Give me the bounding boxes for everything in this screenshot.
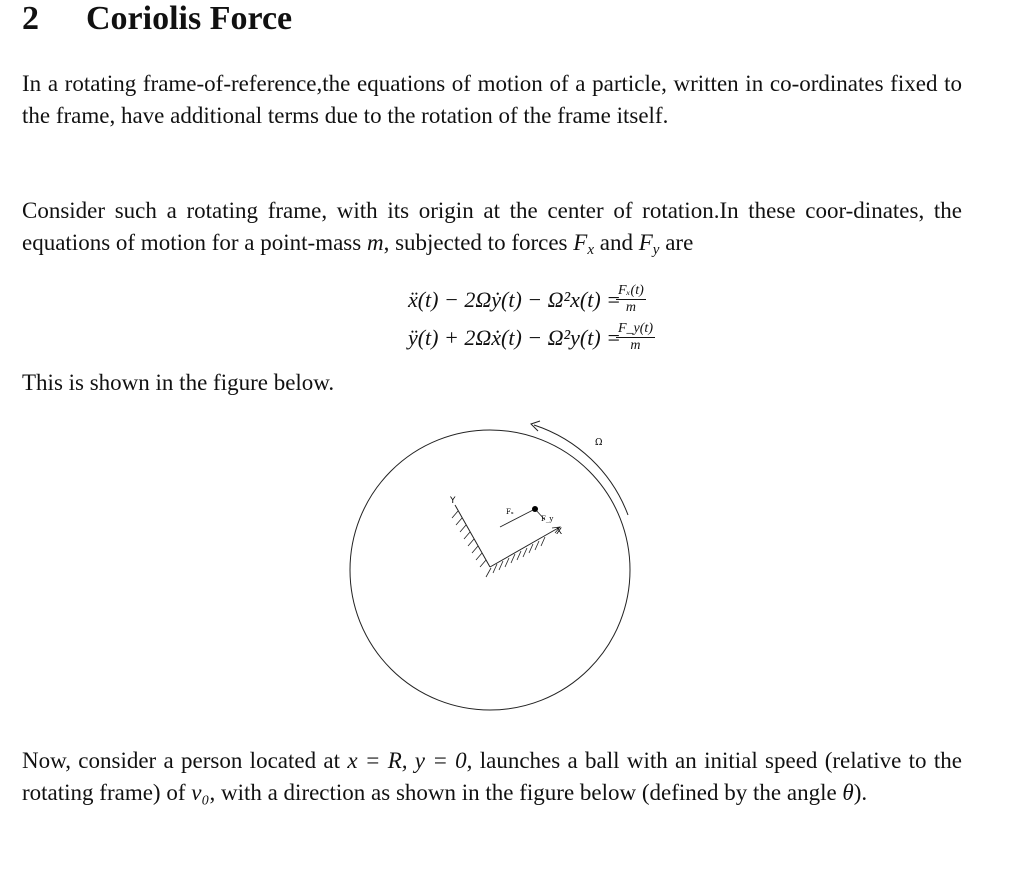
x-axis-label: X (556, 527, 563, 537)
speed-symbol: v₀ (191, 779, 210, 805)
fraction-y: $\frac{F\_y(t)}{m}$ (618, 321, 653, 353)
mass-symbol: m (366, 229, 384, 255)
y-axis (455, 505, 490, 567)
omega-label: Ω (595, 438, 603, 448)
rotation-arc-arrow (534, 425, 628, 515)
equation-y: ÿ(t) + 2Ωẋ(t) − Ω²y(t) = $\frac{F\_y(t)}{m}$ (407, 321, 653, 353)
figure-intro-paragraph: This is shown in the figure below. (22, 370, 335, 395)
point-mass (532, 506, 538, 512)
y-axis-label: Y (450, 496, 456, 506)
equations-intro-paragraph: Consider such a rotating frame, with its origin at the center of rotation.In these coor-dinates, the equations of motion for a point-mass m, subjected to forces $F_x$ and $F_y$ are (22, 198, 962, 258)
fx-label: Fₓ (506, 508, 514, 516)
fy-label: F_y (541, 515, 554, 523)
angle-symbol: θ (842, 779, 854, 805)
section-number: 2 (22, 0, 39, 37)
fraction-x: $\frac{\text{Fₓ(t)}}{m}$ (618, 283, 644, 315)
position-math: x = R, y = 0 (347, 748, 467, 773)
intro-paragraph: In a rotating frame-of-reference,the equations of motion of a particle, written in co-ordinates fixed to the frame, have additional terms due to the rotation of the frame itself. (22, 71, 962, 128)
equation-x: ẍ(t) − 2Ωẏ(t) − Ω²x(t) = $\frac{\text{Fₓ(t)}}{m}$ (407, 283, 644, 315)
section-title: Coriolis Force (86, 0, 293, 37)
x-axis (490, 527, 563, 567)
launch-paragraph: Now, consider a person located at x = R, y = 0, launches a ball with an initial speed (relative to the rotating frame) of v₀, with a direction as shown in the figure below (defined by the angle θ). (22, 748, 962, 805)
